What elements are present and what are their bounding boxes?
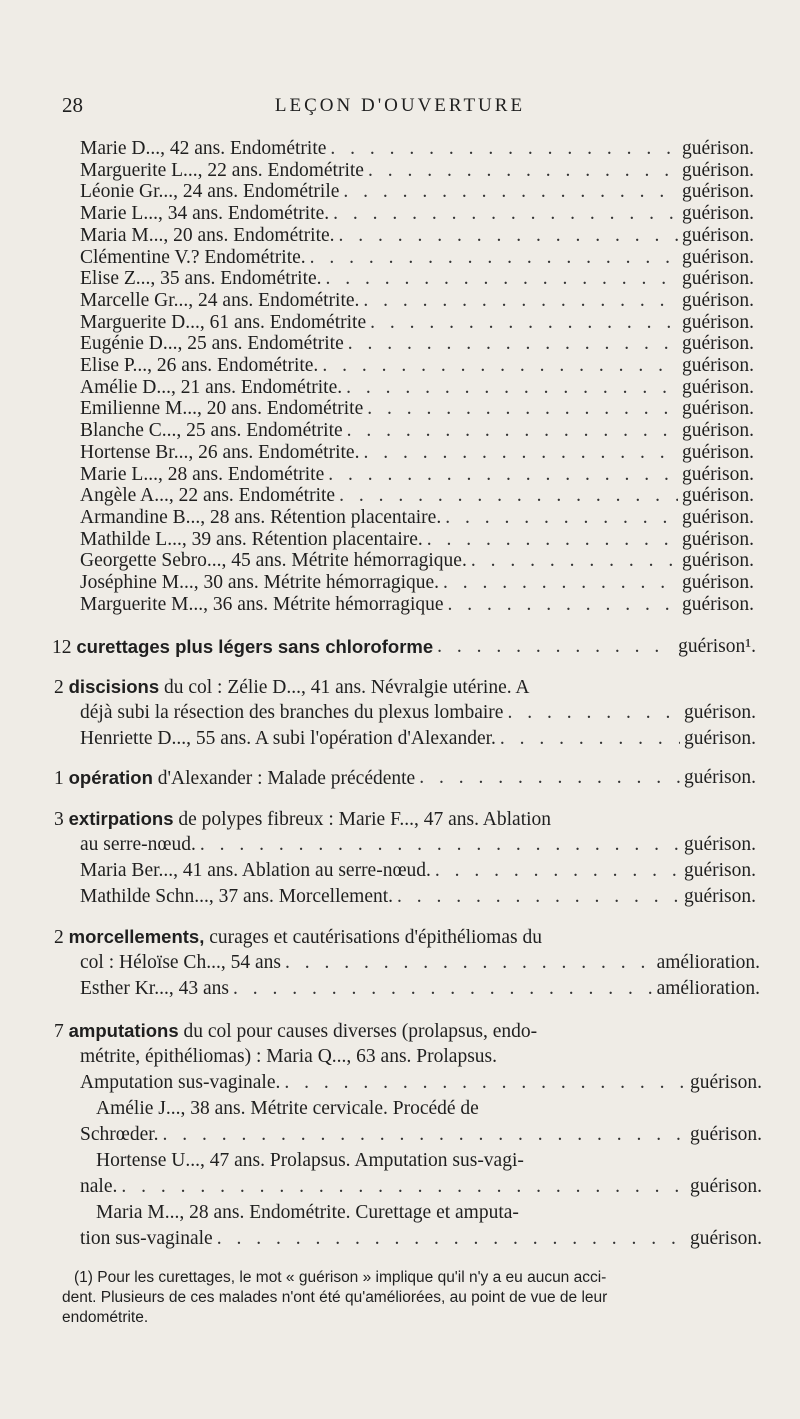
- case-result: guérison.: [681, 572, 754, 593]
- curettages-line: [52, 634, 756, 660]
- leader-dots: [348, 333, 678, 355]
- leader-dots: [200, 832, 680, 858]
- leader-dots: [217, 1226, 686, 1252]
- case-result: guérison.: [681, 376, 754, 398]
- discisions-line-2: [80, 700, 756, 726]
- footnote-line-1: (1) Pour les curettages, le mot « guérison » implique qu'il n'y a eu aucun acci-: [74, 1269, 607, 1286]
- amputations-line-6: Hortense U..., 47 ans. Prolapsus. Amputation sus-vagi-: [96, 1150, 524, 1171]
- footnote-line-3: endométrite.: [62, 1309, 149, 1326]
- amputations-result-9: guérison.: [689, 1228, 762, 1249]
- case-result: guérison.: [681, 159, 754, 181]
- leader-dots: [370, 312, 678, 334]
- leader-dots: [368, 160, 678, 182]
- case-entry: [80, 290, 754, 312]
- amputations-text-5: Schrœder.: [80, 1124, 159, 1145]
- case-text: Marie L..., 28 ans. Endométrite: [80, 463, 325, 485]
- case-text: Léonie Gr..., 24 ans. Endométrile: [80, 181, 340, 203]
- case-entry: [80, 572, 754, 594]
- case-result: guérison.: [681, 485, 754, 507]
- extirpations-result-4: guérison.: [683, 886, 756, 907]
- leader-dots: [437, 634, 674, 660]
- case-text: Amélie D..., 21 ans. Endométrite.: [80, 376, 343, 398]
- case-entry: [80, 420, 754, 442]
- amputations-text-1: du col pour causes diverses (prolapsus, endo-: [183, 1021, 538, 1042]
- amputations-text-7: nale.: [80, 1176, 118, 1197]
- case-result: guérison.: [681, 138, 754, 159]
- morcellements-result-3: amélioration.: [656, 978, 760, 999]
- case-text: Eugénie D..., 25 ans. Endométrite: [80, 333, 344, 355]
- operation-line: [54, 765, 756, 791]
- case-result: guérison.: [681, 289, 754, 311]
- footnote: [62, 1268, 762, 1328]
- leader-dots: [163, 1122, 686, 1148]
- leader-dots: [363, 290, 678, 312]
- discisions-result-2: guérison.: [683, 702, 756, 723]
- case-entry: [80, 507, 754, 529]
- leader-dots: [330, 138, 678, 160]
- morcellements-result-2: amélioration.: [656, 952, 760, 973]
- case-text: Marie L..., 34 ans. Endométrite.: [80, 203, 330, 225]
- leader-dots: [346, 377, 678, 399]
- extirpations-result-3: guérison.: [683, 860, 756, 881]
- discisions-text-2: déjà subi la résection des branches du plexus lombaire: [80, 702, 504, 723]
- amputations-result-5: guérison.: [689, 1124, 762, 1145]
- amputations-result-7: guérison.: [689, 1176, 762, 1197]
- leader-dots: [443, 572, 678, 594]
- discisions-number: 2: [54, 677, 64, 698]
- case-result: guérison.: [681, 311, 754, 333]
- leader-dots: [343, 181, 678, 203]
- case-entry: [80, 377, 754, 399]
- case-entry: [80, 312, 754, 334]
- case-text: Marguerite L..., 22 ans. Endométrite: [80, 159, 364, 181]
- leader-dots: [435, 858, 680, 884]
- leader-dots: [322, 355, 678, 377]
- curettages-heading: curettages plus légers sans chloroforme: [76, 636, 434, 657]
- case-text: Elise P..., 26 ans. Endométrite.: [80, 355, 319, 376]
- case-text: Marguerite D..., 61 ans. Endométrite: [80, 311, 367, 333]
- morcellements-heading: morcellements,: [68, 926, 205, 947]
- discisions-text-3: Henriette D..., 55 ans. A subi l'opération d'Alexander.: [80, 728, 496, 749]
- morcellements-number: 2: [54, 927, 64, 948]
- case-result: guérison.: [681, 506, 754, 528]
- case-result: guérison.: [681, 224, 754, 246]
- leader-dots: [233, 976, 653, 1002]
- case-result: guérison.: [681, 398, 754, 420]
- case-entry: [80, 225, 754, 247]
- extirpations-text-1: de polypes fibreux : Marie F..., 47 ans. Ablation: [178, 809, 552, 830]
- case-entry: [80, 203, 754, 225]
- case-result: guérison.: [681, 246, 754, 268]
- amputations-line-2: métrite, épithéliomas) : Maria Q..., 63 ans. Prolapsus.: [80, 1046, 498, 1067]
- case-entry: [80, 247, 754, 269]
- case-text: Joséphine M..., 30 ans. Métrite hémorragique.: [80, 572, 440, 593]
- case-entry: [80, 160, 754, 182]
- footnote-line-2: dent. Plusieurs de ces malades n'ont été qu'améliorées, au point de vue de leur: [62, 1289, 608, 1306]
- case-result: guérison.: [681, 528, 754, 550]
- amputations-line-5: [80, 1122, 762, 1148]
- case-result: guérison.: [681, 333, 754, 355]
- case-entry: [80, 398, 754, 420]
- page-number: 28: [62, 93, 83, 117]
- extirpations-result-2: guérison.: [683, 834, 756, 855]
- case-entry: [80, 485, 754, 507]
- case-entry: [80, 442, 754, 464]
- leader-dots: [328, 464, 678, 486]
- leader-dots: [121, 1174, 686, 1200]
- morcellements-text-3: Esther Kr..., 43 ans: [80, 978, 229, 999]
- case-text: Marie D..., 42 ans. Endométrite: [80, 138, 327, 159]
- leader-dots: [339, 485, 678, 507]
- morcellements-text-2: col : Héloïse Ch..., 54 ans: [80, 952, 281, 973]
- case-result: guérison.: [681, 593, 754, 615]
- case-entry: [80, 181, 754, 203]
- leader-dots: [339, 225, 678, 247]
- extirpations-line-4: [80, 884, 756, 910]
- amputations-line-7: [80, 1174, 762, 1200]
- amputations-line-9: [80, 1226, 762, 1252]
- case-entry: [80, 333, 754, 355]
- leader-dots: [500, 726, 680, 752]
- case-result: guérison.: [681, 420, 754, 442]
- case-result: guérison.: [681, 441, 754, 463]
- amputations-line-4: Amélie J..., 38 ans. Métrite cervicale. Procédé de: [96, 1098, 479, 1119]
- morcellements-line-1: [54, 924, 542, 950]
- operation-number: 1: [54, 768, 64, 789]
- case-text: Armandine B..., 28 ans. Rétention placentaire.: [80, 506, 442, 528]
- running-head: LEÇON D'OUVERTURE: [274, 95, 526, 116]
- case-result: guérison.: [681, 355, 754, 376]
- leader-dots: [427, 529, 678, 551]
- case-text: Blanche C..., 25 ans. Endométrite: [80, 420, 343, 442]
- case-text: Elise Z..., 35 ans. Endométrite.: [80, 268, 322, 290]
- case-text: Maria M..., 20 ans. Endométrite.: [80, 224, 335, 246]
- discisions-line-3: [80, 726, 756, 752]
- extirpations-text-3: Maria Ber..., 41 ans. Ablation au serre-nœud.: [80, 860, 431, 881]
- extirpations-text-2: au serre-nœud.: [80, 834, 196, 855]
- leader-dots: [333, 203, 678, 225]
- extirpations-heading: extirpations: [68, 808, 174, 829]
- amputations-line-1: [54, 1018, 537, 1044]
- case-entry: [80, 464, 754, 486]
- case-entry: [80, 355, 754, 377]
- case-result: guérison.: [681, 463, 754, 485]
- case-entry: [80, 594, 754, 616]
- case-result: guérison.: [681, 268, 754, 290]
- leader-dots: [284, 1070, 686, 1096]
- leader-dots: [448, 594, 678, 616]
- morcellements-line-3: [80, 976, 760, 1002]
- case-text: Marguerite M..., 36 ans. Métrite hémorragique: [80, 593, 444, 615]
- morcellements-text-1: curages et cautérisations d'épithéliomas du: [209, 927, 542, 948]
- discisions-line-1: [54, 674, 530, 700]
- amputations-text-3: Amputation sus-vaginale.: [80, 1072, 281, 1093]
- operation-text: d'Alexander : Malade précédente: [157, 768, 416, 789]
- extirpations-line-1: [54, 806, 551, 832]
- amputations-text-9: tion sus-vaginale: [80, 1228, 213, 1249]
- amputations-line-3: [80, 1070, 762, 1096]
- case-entry: [80, 529, 754, 551]
- case-entry: [80, 550, 754, 572]
- extirpations-line-3: [80, 858, 756, 884]
- case-text: Hortense Br..., 26 ans. Endométrite.: [80, 441, 360, 463]
- leader-dots: [363, 442, 678, 464]
- curettages-result: guérison¹.: [678, 636, 756, 657]
- case-text: Emilienne M..., 20 ans. Endométrite: [80, 398, 364, 420]
- leader-dots: [285, 950, 653, 976]
- case-text: Angèle A..., 22 ans. Endométrite: [80, 485, 336, 507]
- case-text: Clémentine V.? Endométrite.: [80, 246, 306, 268]
- amputations-number: 7: [54, 1021, 64, 1042]
- discisions-heading: discisions: [68, 676, 160, 697]
- case-entry: [80, 268, 754, 290]
- leader-dots: [310, 247, 678, 269]
- amputations-line-8: Maria M..., 28 ans. Endométrite. Curettage et amputa-: [96, 1202, 519, 1223]
- extirpations-line-2: [80, 832, 756, 858]
- extirpations-number: 3: [54, 809, 64, 830]
- operation-result: guérison.: [683, 767, 756, 788]
- extirpations-text-4: Mathilde Schn..., 37 ans. Morcellement.: [80, 886, 394, 907]
- discisions-result-3: guérison.: [683, 728, 756, 749]
- case-result: guérison.: [681, 203, 754, 225]
- leader-dots: [367, 398, 678, 420]
- curettages-number: 12: [52, 637, 72, 658]
- leader-dots: [419, 765, 680, 791]
- leader-dots: [347, 420, 678, 442]
- leader-dots: [326, 268, 678, 290]
- morcellements-line-2: [80, 950, 760, 976]
- case-entry: [80, 138, 754, 160]
- leader-dots: [445, 507, 678, 529]
- case-result: guérison.: [681, 181, 754, 203]
- case-text: Mathilde L..., 39 ans. Rétention placentaire.: [80, 528, 423, 550]
- leader-dots: [507, 700, 680, 726]
- leader-dots: [397, 884, 680, 910]
- leader-dots: [471, 550, 678, 572]
- case-text: Georgette Sebro..., 45 ans. Métrite hémorragique.: [80, 550, 467, 572]
- amputations-result-3: guérison.: [689, 1072, 762, 1093]
- case-text: Marcelle Gr..., 24 ans. Endométrite.: [80, 289, 360, 311]
- case-result: guérison.: [681, 550, 754, 572]
- amputations-heading: amputations: [68, 1020, 179, 1041]
- operation-heading: opération: [68, 767, 153, 788]
- discisions-text-1: du col : Zélie D..., 41 ans. Névralgie utérine. A: [163, 677, 530, 698]
